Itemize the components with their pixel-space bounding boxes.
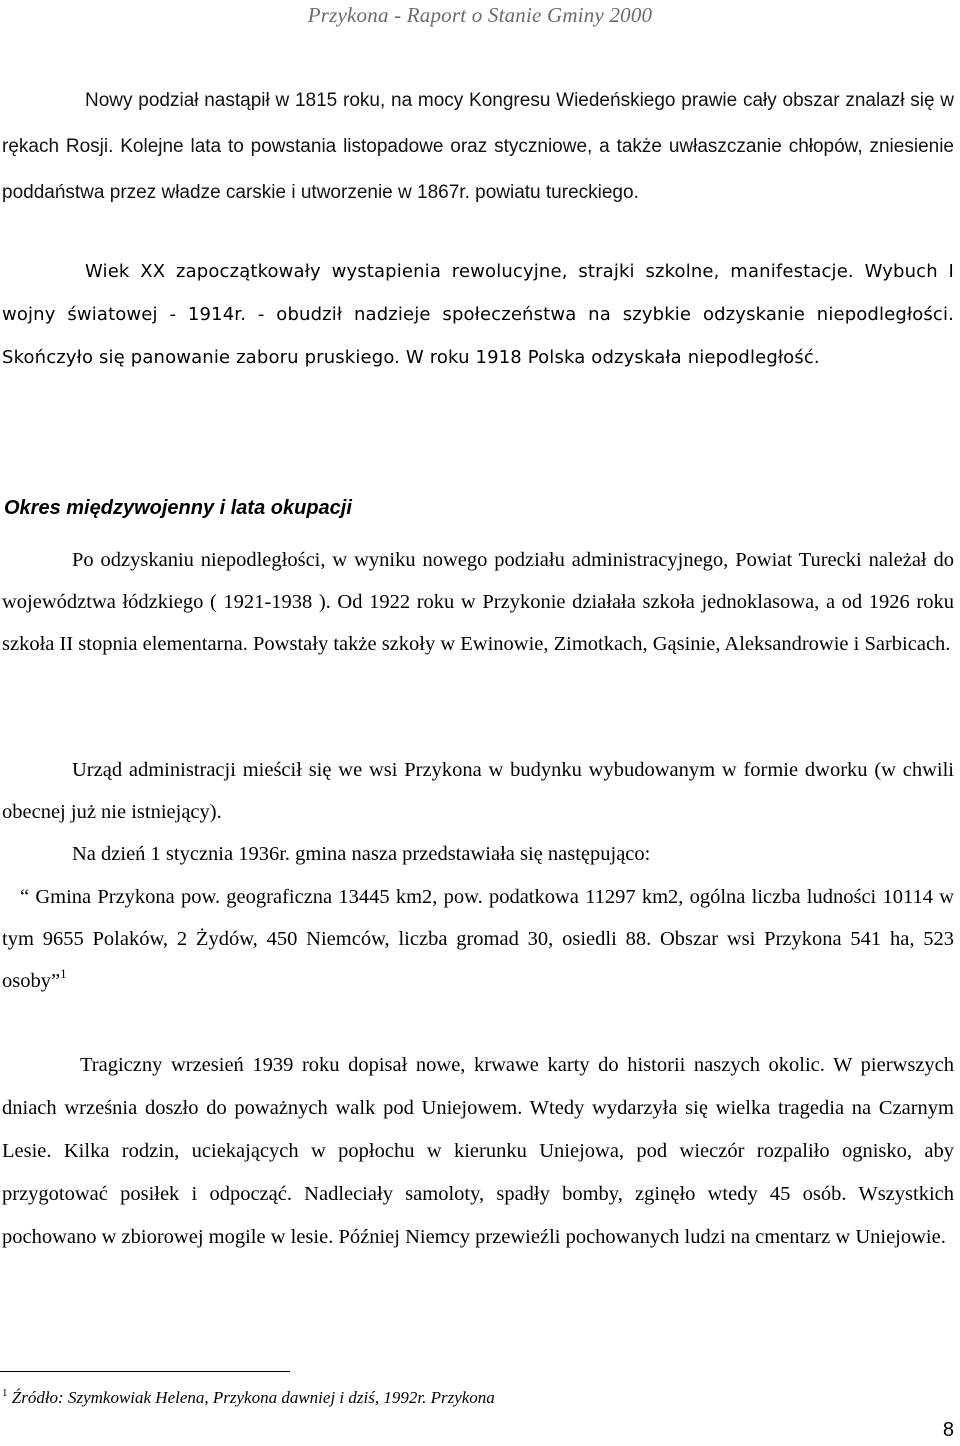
footnote [2,1380,495,1411]
footnote-mark: 1 [2,1387,8,1399]
paragraph-6-quote [2,876,954,1002]
paragraph-2 [2,250,954,379]
paragraph-6 [2,876,954,1002]
footnote-text: Źródło: Szymkowiak Helena, Przykona dawniej i dziś, 1992r. Przykona [11,1388,495,1407]
paragraph-7 [2,1044,954,1259]
paragraph-4-text: Urząd administracji mieścił się we wsi Przykona w budynku wybudowanym w formie dworku (w chwili obecnej już nie istniejący). [2,759,954,823]
section-heading: Okres międzywojenny i lata okupacji [4,497,352,519]
paragraph-2-text: Wiek XX zapoczątkowały wystapienia rewolucyjne, strajki szkolne, manifestacje. Wybuch I wojny światowej - 1914r. - obudził nadzieje społeczeństwa na szybkie odzyskanie niepodległości. Skończyło się panowanie zaboru pruskiego. W roku 1918 Polska odzyskała niepodległość. [2,261,954,368]
paragraph-6-text: “ Gmina Przykona pow. geograficzna 13445 km2, pow. podatkowa 11297 km2, ogólna liczba ludności 10114 w tym 9655 Polaków, 2 Żydów, 450 Niemców, liczba gromad 30, osiedli 88. Obszar wsi Przykona 541 ha, 523 osoby” [2,886,954,992]
page-number: 8 [942,1419,954,1441]
footnote-separator [0,1371,290,1372]
footnote-reference: 1 [60,966,67,981]
paragraph-1 [2,78,954,216]
paragraph-1-text: Nowy podział nastąpił w 1815 roku, na mocy Kongresu Wiedeńskiego prawie cały obszar znalazł się w rękach Rosji. Kolejne lata to powstania listopadowe oraz styczniowe, a także uwłaszczanie chłopów, zniesienie poddaństwa przez władze carskie i utworzenie w 1867r. powiatu tureckiego. [2,90,954,203]
paragraph-7-text: Tragiczny wrzesień 1939 roku dopisał nowe, krwawe karty do historii naszych okolic. W pierwszych dniach września doszło do poważnych walk pod Uniejowem. Wtedy wydarzyła się wielka tragedia na Czarnym Lesie. Kilka rodzin, uciekających w popłochu w kierunku Uniejowa, pod wieczór rozpaliło ognisko, aby przygotować posiłek i odpocząć. Nadleciały samoloty, spadły bomby, zginęło wtedy 45 osób. Wszystkich pochowano w zbiorowej mogile w lesie. Później Niemcy przewieźli pochowanych ludzi na cmentarz w Uniejowie. [2,1054,954,1248]
paragraph-3 [2,539,954,665]
running-header: Przykona - Raport o Stanie Gminy 2000 [307,3,653,27]
paragraph-5-text: Na dzień 1 stycznia 1936r. gmina nasza przedstawiała się następująco: [72,843,651,865]
paragraph-5 [2,833,954,875]
paragraph-3-text: Po odzyskaniu niepodległości, w wyniku nowego podziału administracyjnego, Powiat Turecki należał do województwa łódzkiego ( 1921-1938 ). Od 1922 roku w Przykonie działała szkoła jednoklasowa, a od 1926 roku szkoła II stopnia elementarna. Powstały także szkoły w Ewinowie, Zimotkach, Gąsinie, Aleksandrowie i Sarbicach. [2,549,954,655]
paragraph-4 [2,749,954,833]
